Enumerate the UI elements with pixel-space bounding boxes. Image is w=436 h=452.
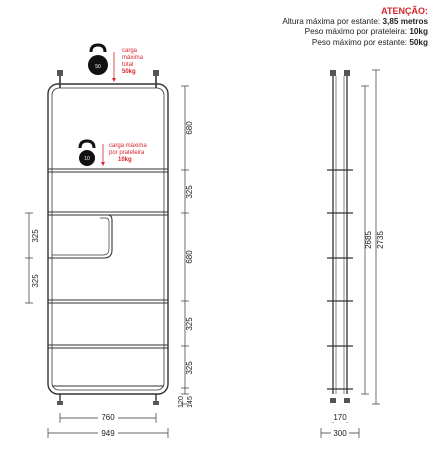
total-load-label-2: máxima	[122, 55, 144, 61]
dim-front-right-5: 325	[185, 361, 194, 375]
dim-front-right-1: 680	[185, 121, 194, 135]
total-load-value: 50kg	[122, 69, 136, 75]
kettlebell-shelf-badge: 10	[84, 156, 90, 162]
inner-side-bar	[48, 215, 112, 258]
dim-front-right-3: 680	[185, 250, 194, 264]
shelves	[48, 169, 168, 386]
dim-side-outer-depth: 300	[333, 429, 347, 438]
notice-line-total-weight: Peso máximo por estante: 50kg	[311, 37, 428, 47]
notice-title: ATENÇÃO:	[381, 6, 428, 16]
bottom-foot-left	[57, 394, 63, 405]
dim-outer-width: 949	[101, 429, 115, 438]
dim-front-bottom-small-2: 145	[187, 396, 194, 408]
front-left-dimensions	[25, 213, 33, 303]
dim-inner-width: 760	[101, 413, 115, 422]
side-view	[327, 70, 353, 403]
shelf-load-label-2: por prateleira	[109, 150, 145, 156]
shelf-load-label-1: carga máxima	[109, 143, 147, 149]
shelf-1	[48, 169, 168, 172]
shelf-load-value: 10kg	[118, 157, 132, 163]
frame-tube-outer	[48, 84, 168, 394]
dim-front-right-4: 325	[185, 317, 194, 331]
dim-front-left-2: 325	[31, 274, 40, 288]
top-adjust-foot-left	[57, 70, 63, 88]
kettlebell-total-icon	[88, 45, 108, 75]
notice-line-shelf-weight: Peso máximo por prateleira: 10kg	[304, 27, 428, 37]
notice-line-height: Altura máxima por estante: 3,85 metros	[282, 16, 428, 26]
shelf-3	[48, 300, 168, 303]
kettlebell-shelf-icon	[79, 141, 95, 166]
top-adjust-foot-right	[153, 70, 159, 88]
dim-front-bottom-small-1: 120	[178, 396, 185, 408]
total-load-label-3: total	[122, 62, 134, 68]
bottom-foot-right	[153, 394, 159, 405]
dim-front-left-1: 325	[31, 229, 40, 243]
dim-side-height-1: 2685	[364, 231, 373, 249]
total-load-label-1: carga	[122, 48, 138, 54]
kettlebell-total-badge: 50	[95, 64, 101, 70]
side-shelf-brackets	[327, 170, 353, 389]
dim-side-inner-depth: 170	[333, 413, 347, 422]
front-view	[48, 70, 168, 405]
shelf-4	[48, 345, 168, 348]
dim-front-right-2: 325	[185, 185, 194, 199]
dim-side-height-2: 2735	[376, 231, 385, 249]
